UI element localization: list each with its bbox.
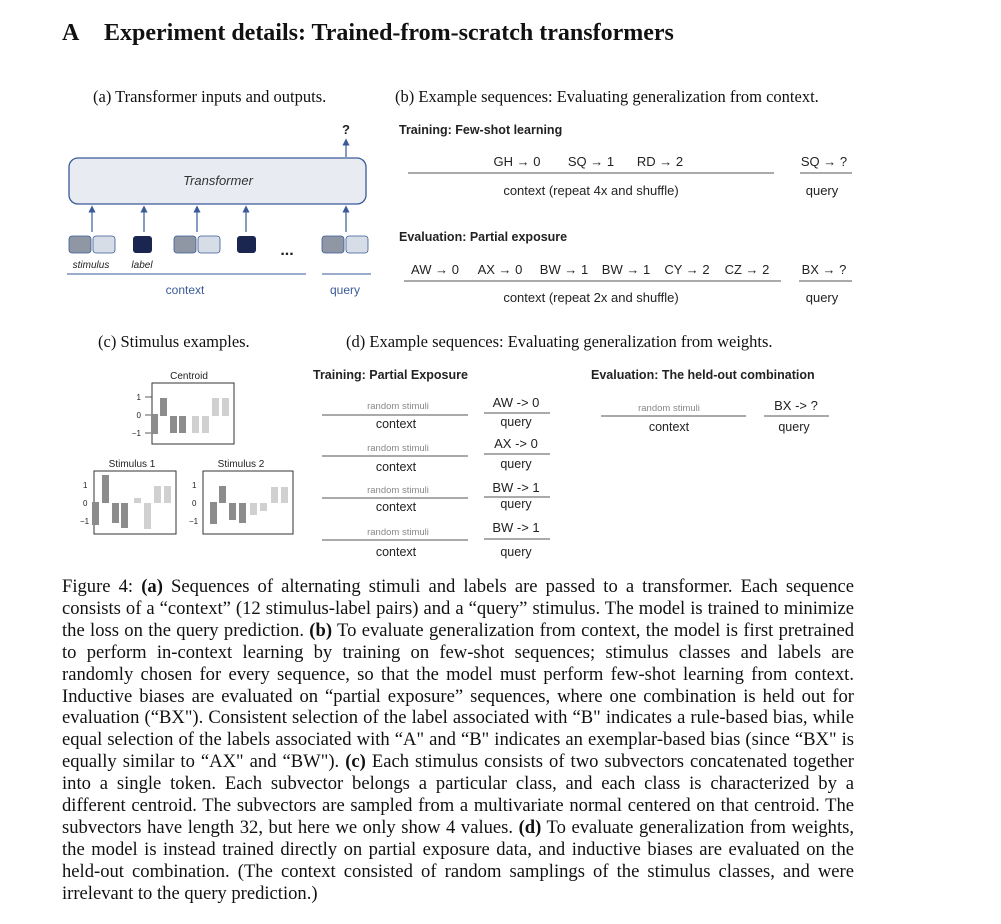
evaluation-pair: CZ → 2 (724, 262, 770, 277)
label-token (133, 236, 152, 253)
training-query: SQ → ? (800, 154, 848, 169)
y-tick-label: −1 (80, 517, 90, 526)
query-token-part-b (346, 236, 368, 253)
query-pair: AX -> 0 (494, 436, 538, 451)
output-question-mark: ? (342, 122, 350, 137)
training-pair: RD → 2 (636, 154, 684, 169)
panel-d-caption: (d) Example sequences: Evaluating generalization from weights. (346, 332, 773, 351)
y-tick-label: −1 (189, 517, 199, 526)
label-token (237, 236, 256, 253)
context-label: context (375, 545, 417, 559)
evaluation-pair: CY → 2 (664, 262, 710, 277)
context-label: context (648, 420, 690, 434)
centroid-plot-title: Centroid (170, 371, 208, 382)
panel-b-caption: (b) Example sequences: Evaluating generalization from context. (395, 87, 819, 106)
bar (212, 398, 219, 416)
query-label: query (329, 283, 361, 297)
y-tick-label: 1 (83, 481, 88, 490)
bar (112, 503, 119, 523)
bar (92, 502, 99, 525)
bar (229, 503, 236, 520)
query-pair: BW -> 1 (492, 520, 540, 535)
bar (179, 416, 186, 433)
bar (202, 416, 209, 433)
bar (260, 503, 267, 511)
query-label: query (500, 457, 532, 471)
bar (151, 414, 158, 434)
label-label: label (131, 260, 153, 271)
stimulus-token-part-b (198, 236, 220, 253)
bar (219, 486, 226, 503)
bar (134, 498, 141, 503)
y-tick-label: −1 (131, 429, 141, 438)
y-tick-label: 1 (136, 393, 141, 402)
figure-caption (62, 576, 854, 905)
held-out-query: BX -> ? (774, 398, 818, 413)
evaluation-query-label: query (805, 290, 839, 305)
evaluation-pair: BW → 1 (601, 262, 651, 277)
training-context-note: context (repeat 4x and shuffle) (503, 183, 679, 198)
panel-c-caption: (c) Stimulus examples. (98, 332, 250, 351)
evaluation-pair: AX → 0 (477, 262, 523, 277)
section-title: Experiment details: Trained-from-scratch transformers (104, 20, 674, 46)
evaluation-context-note: context (repeat 2x and shuffle) (503, 290, 679, 305)
caption-tag-a: (a) (141, 576, 163, 597)
query-pair: AW -> 0 (492, 395, 540, 410)
context-label: context (375, 500, 417, 514)
bar (210, 502, 217, 524)
bar (192, 416, 199, 433)
stimulus-token-part-a (174, 236, 196, 253)
bar (164, 486, 171, 503)
y-tick-label: 0 (192, 499, 197, 508)
bar (154, 486, 161, 503)
bar (250, 503, 257, 515)
caption-tag-d: (d) (518, 816, 542, 838)
bar (239, 503, 246, 523)
section-number: A (62, 20, 80, 46)
stimulus-token-part-b (93, 236, 115, 253)
ellipsis: ... (280, 242, 294, 259)
stimulus-examples (80, 362, 305, 542)
query-token-part-a (322, 236, 344, 253)
evaluation-query: BX → ? (801, 262, 847, 277)
evaluation-title: Evaluation: Partial exposure (399, 230, 568, 244)
stimulus1-plot-title: Stimulus 1 (108, 459, 156, 470)
panel-a-caption: (a) Transformer inputs and outputs. (93, 87, 327, 106)
query-label: query (500, 545, 532, 559)
bar (102, 475, 109, 503)
bar (222, 398, 229, 416)
caption-text-c: Each stimulus consists of two subvectors concatenated together into a single token. Each subvector belongs a particular class, and each class is characterized by a different centroid. The subvectors are sampled from a multivariate normal centered on that centroid. The subvectors have length 32, but here we only show 4 values. (62, 751, 854, 838)
figure-label: Figure 4: (62, 576, 134, 597)
example-sequences-context (396, 118, 861, 313)
evaluation-pair: BW → 1 (539, 262, 589, 277)
caption-tag-c: (c) (345, 751, 366, 773)
caption-tag-b: (b) (309, 619, 333, 641)
random-stimuli-label: random stimuli (367, 485, 429, 496)
caption-text-d: To evaluate generalization from weights, the model is instead trained directly on partial exposure data, and inductive biases are evaluated on the held-out combination. (The context consisted of random samplings of the stimulus classes, and were irrelevant to the query prediction.) (62, 816, 855, 904)
query-pair: BW -> 1 (492, 480, 540, 495)
bar (160, 398, 167, 416)
bar (281, 487, 288, 503)
training-pair: GH → 0 (493, 154, 541, 169)
context-label: context (165, 283, 205, 297)
held-out-title: Evaluation: The held-out combination (591, 368, 815, 382)
query-label: query (500, 415, 532, 429)
context-label: context (375, 417, 417, 431)
evaluation-pair: AW → 0 (411, 262, 459, 277)
training-title: Training: Few-shot learning (399, 123, 563, 137)
y-tick-label: 1 (192, 481, 197, 490)
y-tick-label: 0 (136, 411, 141, 420)
training-pair: SQ → 1 (567, 154, 615, 169)
random-stimuli-label: random stimuli (638, 403, 700, 414)
bar (121, 503, 128, 528)
random-stimuli-label: random stimuli (367, 527, 429, 538)
stimulus-label: stimulus (72, 260, 110, 271)
bar (144, 503, 151, 529)
context-label: context (375, 460, 417, 474)
section-heading (62, 20, 674, 47)
training-query-label: query (805, 183, 839, 198)
training-partial-title: Training: Partial Exposure (313, 368, 468, 382)
caption-text-a: Sequences of alternating stimuli and labels are passed to a transformer. Each sequence consists of a “context” (12 stimulus-label pairs) and a “query” stimulus. The model is trained to minimize the loss on the query prediction. (62, 576, 854, 641)
y-tick-label: 0 (83, 499, 88, 508)
example-sequences-weights (310, 362, 860, 567)
stimulus-token-part-a (69, 236, 91, 253)
bar (170, 416, 177, 433)
query-label: query (500, 497, 532, 511)
bar (271, 487, 278, 503)
transformer-diagram (60, 118, 380, 303)
transformer-label: Transformer (183, 173, 253, 188)
random-stimuli-label: random stimuli (367, 401, 429, 412)
query-label: query (778, 420, 810, 434)
stimulus2-plot-title: Stimulus 2 (217, 459, 265, 470)
random-stimuli-label: random stimuli (367, 443, 429, 454)
caption-text-b: To evaluate generalization from context, the model is first pretrained to perform in-context learning by training on few-shot sequences; stimulus classes and labels are randomly chosen for every sequence, so that the model must perform few-shot learning from context. Inductive biases are evaluated on “partial exposure” sequences, where one combination is held out for evaluation (“BX"). Consistent selection of the label associated with “B" indicates a rule-based bias, while equal selection of the labels associated with “A" and “B" indicates an exemplar-based bias (since “BX" is equally similar to “AX" and “BW"). (62, 619, 854, 773)
